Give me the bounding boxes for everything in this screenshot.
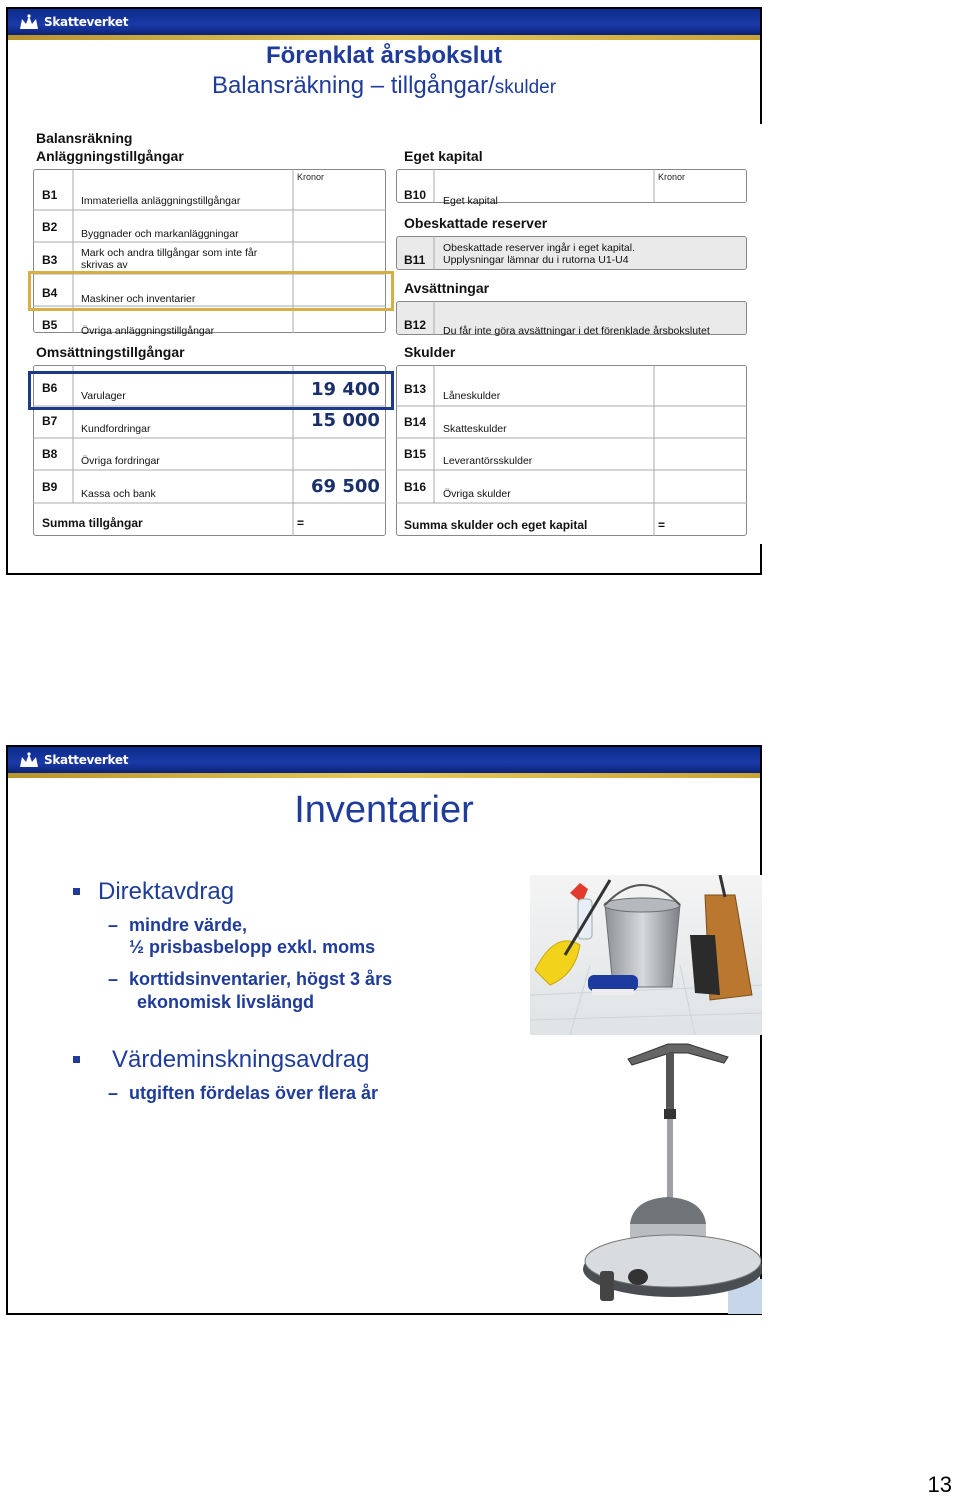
highlight-b6-row [28,371,394,410]
value-b6: 19 400 [311,379,380,400]
section-eget-kapital: Eget kapital [404,148,483,164]
slide-title: Inventarier [294,789,474,831]
row-label-b8: Övriga fordringar [81,455,160,467]
value-b7: 15 000 [311,410,380,431]
section-obeskattade-reserver: Obeskattade reserver [404,215,548,231]
row-code-b2: B2 [42,220,58,234]
header-gold-line [8,773,760,778]
row-code-b3: B3 [42,253,58,267]
row-code-b13: B13 [404,382,427,396]
slide-title: Förenklat årsbokslut [265,42,503,69]
section-avsattningar: Avsättningar [404,280,490,296]
section-omsattningstillgangar: Omsättningstillgångar [36,344,185,360]
row-label-b14: Skatteskulder [443,423,507,435]
sub-mindre-varde: mindre värde, [129,915,248,935]
subtitle-small: skulder [494,77,557,98]
kronor-header-left: Kronor [297,172,325,182]
row-code-b15: B15 [404,447,427,461]
row-code-b12: B12 [404,318,427,332]
row-code-b14: B14 [404,415,427,429]
row-code-b10: B10 [404,188,427,202]
cleaning-supplies-image [530,875,762,1035]
row-code-b1: B1 [42,188,58,202]
crown-icon [18,751,40,769]
kronor-header-right: Kronor [658,172,686,182]
slide-header-bar [8,747,760,773]
row-label-b9: Kassa och bank [81,488,156,500]
value-b9: 69 500 [311,476,380,497]
balance-sheet-form [16,124,763,544]
dash-1: – [108,915,119,935]
slide-header-bar [8,9,760,35]
row-code-b11: B11 [404,253,426,267]
crown-icon [18,13,40,31]
row-label-b16: Övriga skulder [443,488,511,500]
sub-prisbasbelopp: ½ prisbasbelopp exkl. moms [129,937,376,957]
row-label-b4: Maskiner och inventarier [81,293,196,305]
row-label-b10: Eget kapital [443,195,498,207]
highlight-b4-row [28,271,394,311]
row-code-b9: B9 [42,480,58,494]
sub-ekonomisk-livslangd: ekonomisk livslängd [137,992,315,1012]
bullet-direktavdrag: Direktavdrag [98,878,235,905]
row-code-b16: B16 [404,480,427,494]
row-label-b6: Varulager [81,390,126,402]
slide-inventarier [6,745,762,1315]
section-skulder: Skulder [404,344,456,360]
row-code-b7: B7 [42,414,58,428]
dash-2: – [108,969,119,989]
row-label-b2: Byggnader och markanläggningar [81,228,239,240]
row-label-b15: Leverantörsskulder [443,455,533,467]
skatteverket-logo [18,750,128,770]
sub-utgiften-fordelas: utgiften fördelas över flera år [129,1083,379,1103]
row-label-b7: Kundfordringar [81,423,151,435]
subtitle-main: Balansräkning – tillgångar/ [211,72,495,99]
dash-3: – [108,1083,119,1103]
bullet-square [73,1056,80,1063]
row-code-b8: B8 [42,447,58,461]
row-label-b1: Immateriella anläggningstillgångar [81,195,241,207]
form-heading: Balansräkning [36,130,133,146]
sum-liabilities-label: Summa skulder och eget kapital [404,518,588,532]
skatteverket-logo [18,12,128,32]
bullet-square [73,888,80,895]
row-label-b5: Övriga anläggningstillgångar [81,325,215,337]
header-gold-line [8,35,760,40]
logo-text: Skatteverket [44,753,129,767]
sum-liabilities-eq: = [658,518,666,532]
section-anlaggningstillgangar: Anläggningstillgångar [36,148,184,164]
logo-text: Skatteverket [44,15,129,29]
slide-balance-sheet [6,7,762,575]
row-label-b11: Obeskattade reserver ingår i eget kapital. [443,242,636,254]
bullet-vardeminskningsavdrag: Värdeminskningsavdrag [112,1046,370,1073]
sum-assets-eq: = [297,516,305,530]
row-label-b13: Låneskulder [443,390,501,402]
row-code-b5: B5 [42,318,58,332]
row-label-b11-line2: Upplysningar lämnar du i rutorna U1-U4 [443,254,629,266]
sum-assets-label: Summa tillgångar [42,516,143,530]
page-number: 13 [927,1472,952,1497]
slide-subtitle [8,72,760,100]
sub-korttidsinventarier: korttidsinventarier, högst 3 års [129,969,393,989]
row-code-b6: B6 [42,381,58,395]
floor-polishing-machine-image [578,1039,762,1314]
row-label-b12: Du får inte göra avsättningar i det förenklade årsbokslutet [443,325,710,337]
row-code-b4: B4 [42,286,58,300]
row-label-b3: Mark och andra tillgångar som inte får skrivas av [81,247,258,271]
